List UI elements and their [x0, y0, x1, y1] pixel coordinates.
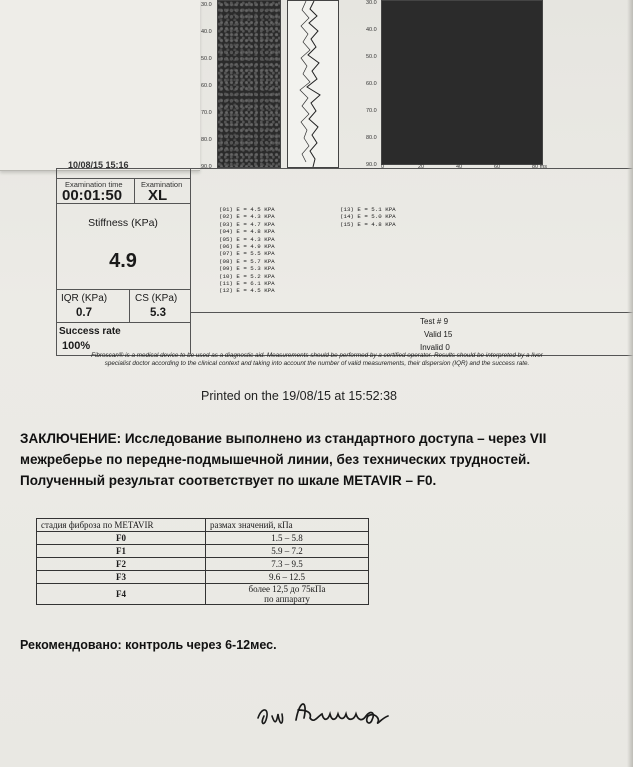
- axis-tick-label: 40.0: [201, 29, 212, 35]
- range-cell: [206, 571, 369, 584]
- axis-tick-label: 70.0: [201, 110, 212, 116]
- range-note: по аппарату: [264, 594, 310, 604]
- results-panel: [56, 160, 191, 354]
- cs-value: 5.3: [150, 307, 166, 319]
- axis-tick-label: 60.0: [201, 83, 212, 89]
- cut-header-text: 10/08/15 15:16: [68, 160, 129, 170]
- measurement-line: (06) E = 4.9 KPA: [219, 243, 275, 251]
- stage-cell: F4: [37, 584, 206, 605]
- valid-count: Valid 15: [424, 330, 453, 339]
- stage-cell: F2: [37, 558, 206, 571]
- table-row: [37, 532, 369, 545]
- invalid-count: Invalid 0: [420, 343, 450, 352]
- exam-time-cell: [56, 178, 190, 204]
- measurement-line: (05) E = 4.3 KPA: [219, 235, 275, 243]
- range-value: 1.5 – 5.8: [271, 533, 303, 543]
- report-divider: [190, 312, 633, 313]
- measurement-line: (01) E = 4.5 KPA: [219, 206, 275, 213]
- range-value: более 12,5 до 75кПа: [248, 584, 326, 594]
- measurement-line: (10) E = 5.2 KPA: [219, 272, 275, 280]
- range-value: 5.9 – 7.2: [271, 546, 303, 556]
- axis-tick-label: 90.0: [366, 162, 377, 168]
- measurement-line: (09) E = 5.3 KPA: [219, 265, 275, 273]
- cell-divider: [134, 179, 135, 203]
- axis-tick-label: 80.0: [366, 135, 377, 141]
- measurement-line: (13) E = 5.1 KPA: [340, 206, 396, 213]
- axis-tick-label: 80 ms: [532, 164, 547, 170]
- measurements-list-1: [219, 206, 275, 295]
- iqr-label: IQR (KPa): [61, 293, 108, 304]
- stiffness-cell: [56, 202, 190, 290]
- cell-divider: [129, 289, 130, 322]
- range-value: 9.6 – 12.5: [269, 572, 305, 582]
- axis-tick-label: 60.0: [366, 81, 377, 87]
- axis-tick-label: 50.0: [201, 56, 212, 62]
- disclaimer-text: Fibroscan® is a medical device to be used as a diagnostic aid. Measurements should be performed by a certified operator. Results should be interpreted by a liver specialist doctor according to the clinical context and taking into account the number of valid measurements, their dispersion (IQR) and the success rate.: [91, 352, 543, 367]
- measurement-line: (08) E = 5.7 KPA: [219, 257, 275, 265]
- measurements-list-2: [340, 206, 396, 228]
- table-row: [37, 558, 369, 571]
- table-row: [37, 571, 369, 584]
- stiffness-label: Stiffness (KPa): [88, 217, 158, 229]
- measurement-line: (11) E = 6.1 KPA: [219, 280, 275, 288]
- m-mode-waveform: [288, 1, 338, 167]
- axis-tick-label: 0: [381, 164, 385, 170]
- measurement-line: (02) E = 4.3 KPA: [219, 213, 275, 221]
- axis-tick-label: 50.0: [366, 54, 377, 60]
- measurement-line: (14) E = 5.0 KPA: [340, 213, 396, 221]
- printed-on-text: Printed on the 19/08/15 at 15:52:38: [201, 389, 397, 403]
- success-value: 100%: [62, 340, 91, 352]
- axis-tick-label: 70.0: [366, 108, 377, 114]
- exam-time-value: 00:01:50: [62, 187, 123, 204]
- range-value: 7.3 – 9.5: [271, 559, 303, 569]
- page-edge-shadow: [627, 0, 633, 767]
- success-label: Success rate: [59, 326, 121, 337]
- exam-time-label: Examination time: [65, 180, 123, 189]
- axis-tick-label: 60: [494, 164, 501, 170]
- measurement-line: (04) E = 4.8 KPA: [219, 228, 275, 236]
- axis-tick-label: 40.0: [366, 27, 377, 33]
- probe-value: XL: [148, 187, 168, 204]
- table-header-row: [37, 519, 369, 532]
- range-cell: [206, 558, 369, 571]
- measurement-line: (07) E = 5.5 KPA: [219, 250, 275, 258]
- axis-tick-label: 30.0: [201, 2, 212, 8]
- axis-tick-label: 80.0: [201, 137, 212, 143]
- stage-cell: F3: [37, 571, 206, 584]
- stage-cell: F0: [37, 532, 206, 545]
- stiffness-value: 4.9: [109, 250, 137, 272]
- cs-label: CS (KPa): [135, 293, 178, 304]
- measurement-line: (15) E = 4.8 KPA: [340, 220, 396, 228]
- conclusion-text: ЗАКЛЮЧЕНИЕ: Исследование выполнено из стандартного доступа – через VII межреберье по передне-подмышечной линии, без технических трудностей. Полученный результат соответствует по шкале METAVIR – F0.: [20, 431, 547, 488]
- range-cell: [206, 545, 369, 558]
- axis-tick-label: 40: [456, 164, 463, 170]
- overlapping-paper: [0, 0, 200, 171]
- a-mode-image: [381, 0, 543, 165]
- table-row: [37, 584, 369, 605]
- table-row: [37, 545, 369, 558]
- metavir-table: [36, 518, 369, 605]
- m-mode-image: [287, 0, 339, 168]
- exam-probe-label: Examination: [141, 180, 183, 189]
- stage-cell: F1: [37, 545, 206, 558]
- elastogram-image: [217, 0, 281, 168]
- recommendation-text: Рекомендовано: контроль через 6-12мес.: [20, 638, 277, 652]
- iqr-cs-cell: [56, 289, 190, 323]
- axis-tick-label: 20: [418, 164, 425, 170]
- iqr-value: 0.7: [76, 307, 92, 319]
- axis-tick-label: 30.0: [366, 0, 377, 6]
- header-range: размах значений, кПа: [206, 519, 369, 532]
- range-cell: [206, 584, 369, 605]
- range-cell: [206, 532, 369, 545]
- measurement-line: (12) E = 4.5 KPA: [219, 287, 275, 295]
- measurement-line: (03) E = 4.7 KPA: [219, 220, 275, 228]
- handwritten-signature-icon: [252, 688, 422, 738]
- header-stage: стадия фиброза по METAVIR: [37, 519, 206, 532]
- test-number: Test # 9: [420, 317, 449, 326]
- axis-tick-label: 90.0: [201, 164, 212, 170]
